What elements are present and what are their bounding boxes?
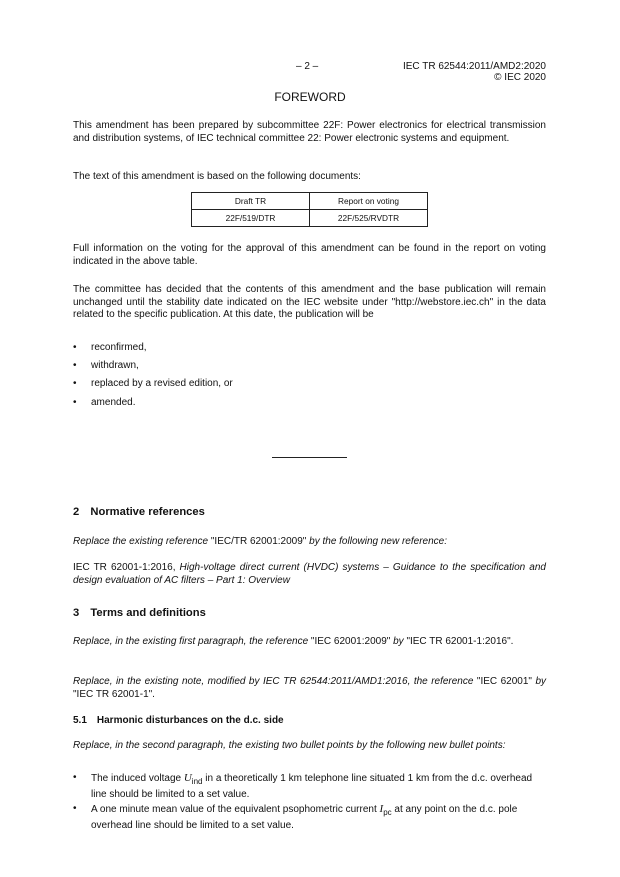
- section-2-reference: IEC TR 62001-1:2016, High-voltage direct current (HVDC) systems – Guidance to the specification and design evaluation of AC filters – Part 1: Overview: [73, 562, 546, 586]
- table-cell: 22F/519/DTR: [192, 210, 310, 227]
- voting-table: [191, 192, 428, 227]
- copyright: © IEC 2020: [494, 72, 546, 83]
- section-2-instruction: Replace the existing reference "IEC/TR 62001:2009" by the following new reference:: [73, 536, 447, 547]
- foreword-para-1: This amendment has been prepared by subcommittee 22F: Power electronics for electrical transmission and distribution systems, of IEC technical committee 22: Power electronic systems and equipment.: [73, 120, 546, 144]
- foreword-title: FOREWORD: [274, 90, 346, 104]
- bullet-glyph: •: [73, 360, 77, 371]
- section-3-para-2: Replace, in the existing note, modified by IEC TR 62544:2011/AMD1:2016, the reference "IEC 62001" by "IEC TR 62001-1".: [73, 676, 547, 700]
- section-5-1-heading: 5.1 Harmonic disturbances on the d.c. side: [73, 715, 284, 726]
- section-2-heading: 2 Normative references: [73, 506, 205, 518]
- table-header-cell: Report on voting: [310, 193, 428, 210]
- table-row: [192, 210, 428, 227]
- list-item: • A one minute mean value of the equivalent psophometric current $I_{pc}$ at any point on the d.c. pole overhead line should be limited to a set value.: [73, 803, 518, 831]
- bullet-glyph: •: [73, 342, 77, 353]
- bullet-glyph: •: [73, 803, 77, 814]
- foreword-para-3: Full information on the voting for the approval of this amendment can be found in the report on voting indicated in the above table.: [73, 243, 546, 267]
- separator-line: [272, 457, 347, 458]
- page-number: – 2 –: [296, 61, 319, 72]
- bullet-glyph: •: [73, 378, 77, 389]
- section-3-heading: 3 Terms and definitions: [73, 607, 206, 619]
- table-header-cell: Draft TR: [192, 193, 310, 210]
- list-item: • The induced voltage $U_{ind}$ in a theoretically 1 km telephone line situated 1 km from the d.c. overhead line should be limited to a set value.: [73, 772, 533, 800]
- document-id: IEC TR 62544:2011/AMD2:2020: [402, 61, 546, 72]
- bullet-glyph: •: [73, 397, 77, 408]
- table-row: [192, 193, 428, 210]
- section-5-1-instruction: Replace, in the second paragraph, the existing two bullet points by the following new bullet points:: [73, 740, 506, 751]
- bullet-glyph: •: [73, 772, 77, 783]
- section-3-para-1: Replace, in the existing first paragraph, the reference "IEC 62001:2009" by "IEC TR 62001-1:2016".: [73, 636, 514, 647]
- table-cell: 22F/525/RVDTR: [310, 210, 428, 227]
- foreword-para-4: The committee has decided that the contents of this amendment and the base publication will remain unchanged until the stability date indicated on the IEC website under "http://webstore.iec.ch" in the data related to the specific publication. At this date, the publication will be: [73, 284, 546, 320]
- foreword-para-2: The text of this amendment is based on the following documents:: [73, 171, 361, 182]
